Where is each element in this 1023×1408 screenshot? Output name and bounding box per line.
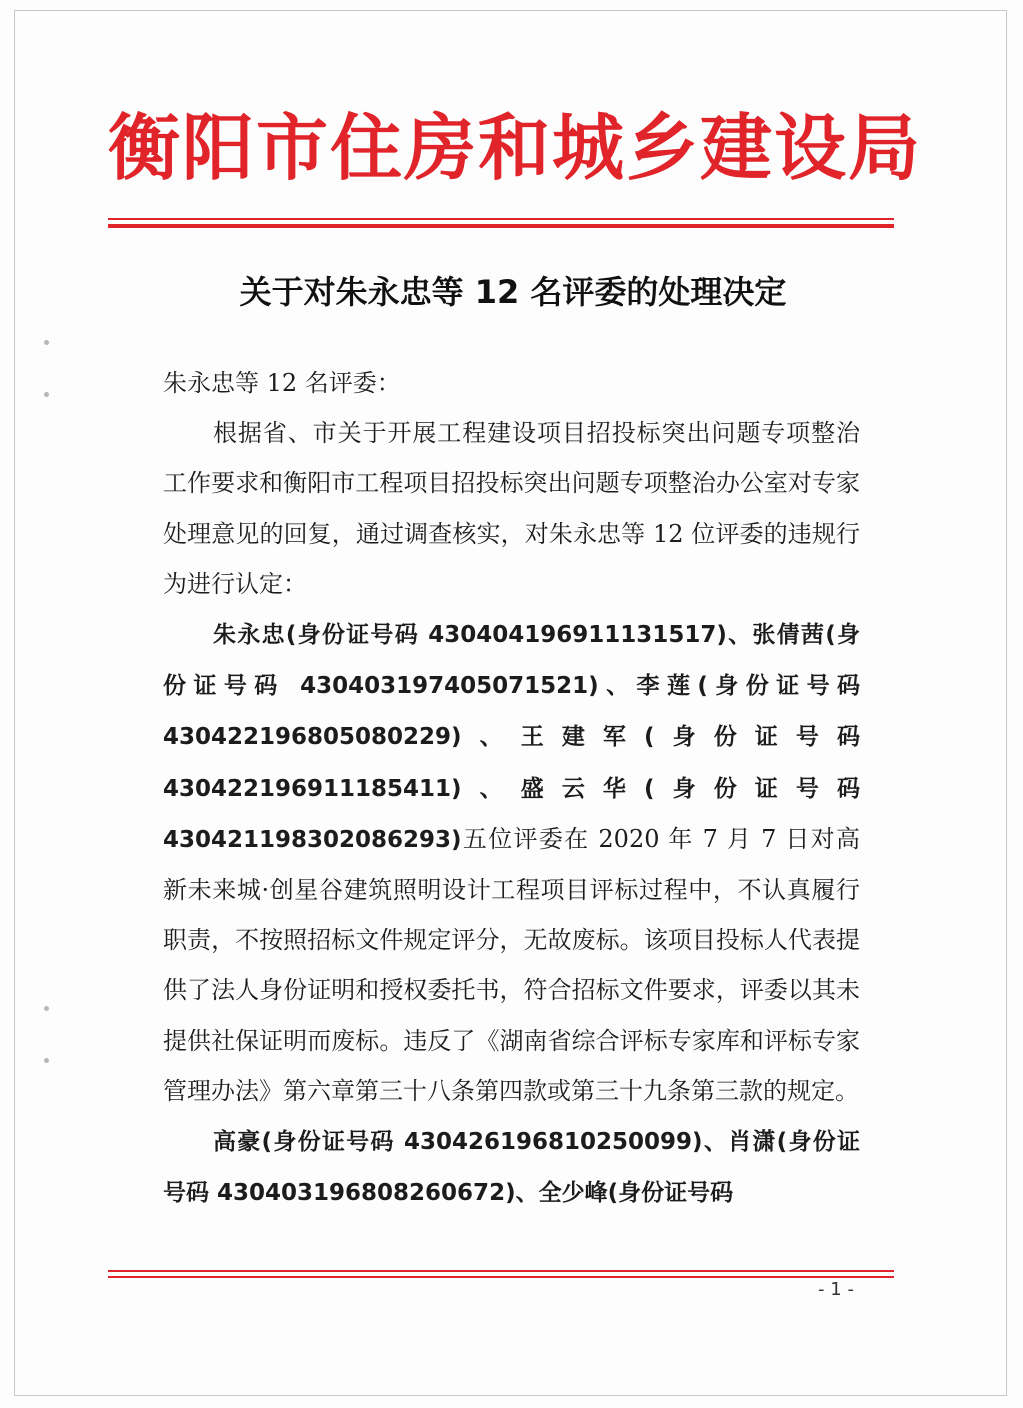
agency-masthead: 衡阳市住房和城乡建设局 (108, 106, 923, 190)
violation-description: 五位评委在 2020 年 7 月 7 日对高新未来城·创星谷建筑照明设计工程项目评标过程中，不认真履行职责，不按照招标文件规定评分，无故废标。该项目投标人代表提供了法人身份证明和授权委托书，符合招标文件要求，评委以其未提供社保证明而废标。违反了《湖南省综合评标专家库和评标专家管理办法》第六章第三十八条第四款或第三十九条第三款的规定。 (163, 824, 860, 1105)
document-body (163, 358, 860, 1218)
body-paragraph (163, 609, 860, 1116)
footer-red-line-bottom (108, 1276, 894, 1278)
punch-hole-mark (44, 1058, 49, 1063)
header-red-line-top (108, 218, 894, 220)
document-title: 关于对朱永忠等 12 名评委的处理决定 (239, 273, 787, 311)
punch-hole-mark (44, 392, 49, 397)
punch-hole-mark (44, 340, 49, 345)
page-number: - 1 - (818, 1279, 854, 1300)
punch-hole-mark (44, 1006, 49, 1011)
named-experts: 高豪(身份证号码 430426196810250099)、肖潇(身份证号码 430403196808260672)、全少峰(身份证号码 (163, 1129, 860, 1207)
body-paragraph: 根据省、市关于开展工程建设项目招投标突出问题专项整治工作要求和衡阳市工程项目招投标突出问题专项整治办公室对专家处理意见的回复，通过调查核实，对朱永忠等 12 位评委的违规行为进行认定： (163, 419, 860, 598)
header-red-line-bottom (108, 224, 894, 228)
body-paragraph (163, 1116, 860, 1218)
salutation: 朱永忠等 12 名评委： (163, 369, 401, 397)
footer-red-line-top (108, 1270, 894, 1272)
named-experts: 朱永忠(身份证号码 430404196911131517)、张倩茜(身份证号码 430403197405071521)、李莲(身份证号码 430422196805080229)、王建军(身份证号码 430422196911185411)、盛云华(身份证号码 430421198302086293) (163, 622, 860, 853)
